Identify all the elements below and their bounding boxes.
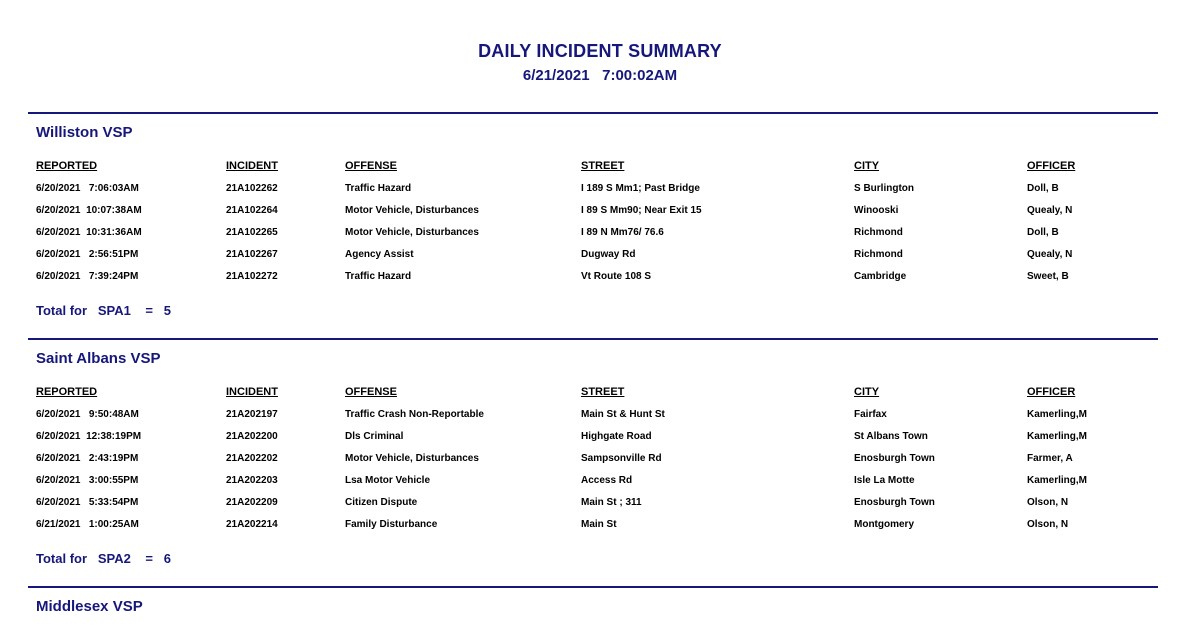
city-cell: S Burlington <box>854 183 914 194</box>
reported-time: 1:00:25AM <box>88 519 139 530</box>
incident-cell: 21A102262 <box>226 183 278 194</box>
reported-time: 3:00:55PM <box>88 475 139 486</box>
reported-time: 5:33:54PM <box>88 497 139 508</box>
officer-cell: Quealy, N <box>1027 249 1073 260</box>
officer-cell: Doll, B <box>1027 183 1059 194</box>
offense-cell: Lsa Motor Vehicle <box>345 475 431 486</box>
total-count: 6 <box>163 551 171 566</box>
table-row <box>28 519 1158 541</box>
city-cell: St Albans Town <box>854 431 928 442</box>
offense-cell: Traffic Hazard <box>345 183 412 194</box>
column-header-offense: OFFENSE <box>345 386 397 398</box>
city-cell: Enosburgh Town <box>854 497 935 508</box>
reported-cell <box>36 183 139 194</box>
officer-cell: Farmer, A <box>1027 453 1073 464</box>
table-row <box>28 205 1158 227</box>
officer-cell: Kamerling,M <box>1027 475 1088 486</box>
officer-cell: Olson, N <box>1027 497 1069 508</box>
reported-time: 10:07:38AM <box>86 205 142 216</box>
column-header-offense: OFFENSE <box>345 160 397 172</box>
street-cell: Main St ; 311 <box>581 497 642 508</box>
reported-cell <box>36 475 138 486</box>
street-cell: Highgate Road <box>581 431 652 442</box>
table-row <box>28 453 1158 475</box>
reported-time: 9:50:48AM <box>88 409 139 420</box>
incident-cell: 21A202209 <box>226 497 278 508</box>
total-equals: = <box>145 551 153 566</box>
section-divider <box>28 112 1158 114</box>
reported-date: 6/20/2021 <box>36 409 81 420</box>
city-cell: Enosburgh Town <box>854 453 935 464</box>
reported-time: 12:38:19PM <box>86 431 142 442</box>
reported-time: 7:39:24PM <box>88 271 139 282</box>
section-total <box>36 303 171 318</box>
officer-cell: Quealy, N <box>1027 205 1073 216</box>
table-row <box>28 249 1158 271</box>
reported-date: 6/20/2021 <box>36 227 81 238</box>
column-header-row <box>28 160 1158 182</box>
report-date: 6/21/2021 <box>522 67 590 84</box>
street-cell: Main St <box>581 519 617 530</box>
offense-cell: Agency Assist <box>345 249 414 260</box>
section-title: Saint Albans VSP <box>36 350 161 367</box>
total-count: 5 <box>163 303 171 318</box>
section-title: Williston VSP <box>36 124 133 141</box>
table-row <box>28 271 1158 293</box>
column-header-street: STREET <box>581 386 625 398</box>
city-cell: Cambridge <box>854 271 907 282</box>
street-cell: Vt Route 108 S <box>581 271 652 282</box>
incident-cell: 21A102267 <box>226 249 278 260</box>
incident-cell: 21A102264 <box>226 205 278 216</box>
offense-cell: Motor Vehicle, Disturbances <box>345 205 479 216</box>
reported-cell <box>36 519 139 530</box>
reported-date: 6/21/2021 <box>36 519 81 530</box>
offense-cell: Traffic Hazard <box>345 271 412 282</box>
section-title: Middlesex VSP <box>36 598 143 615</box>
reported-date: 6/20/2021 <box>36 431 81 442</box>
total-code: SPA2 <box>97 551 131 566</box>
city-cell: Montgomery <box>854 519 914 530</box>
section-divider <box>28 338 1158 340</box>
incident-cell: 21A202214 <box>226 519 278 530</box>
incident-cell: 21A202202 <box>226 453 278 464</box>
column-header-officer: OFFICER <box>1027 160 1076 172</box>
column-header-incident: INCIDENT <box>226 160 278 172</box>
city-cell: Richmond <box>854 227 903 238</box>
reported-cell <box>36 271 138 282</box>
reported-date: 6/20/2021 <box>36 475 81 486</box>
total-equals: = <box>145 303 153 318</box>
incident-cell: 21A202197 <box>226 409 278 420</box>
incident-cell: 21A102272 <box>226 271 278 282</box>
table-row <box>28 409 1158 431</box>
reported-date: 6/20/2021 <box>36 497 81 508</box>
reported-date: 6/20/2021 <box>36 249 81 260</box>
section-total <box>36 551 171 566</box>
section-saint-albans <box>28 338 1158 586</box>
officer-cell: Sweet, B <box>1027 271 1069 282</box>
column-header-city: CITY <box>854 386 880 398</box>
section-middlesex <box>28 586 1158 630</box>
officer-cell: Kamerling,M <box>1027 409 1088 420</box>
officer-cell: Kamerling,M <box>1027 431 1088 442</box>
reported-date: 6/20/2021 <box>36 183 81 194</box>
officer-cell: Doll, B <box>1027 227 1059 238</box>
officer-cell: Olson, N <box>1027 519 1069 530</box>
report-datetime <box>0 66 1200 86</box>
column-header-incident: INCIDENT <box>226 386 278 398</box>
offense-cell: Citizen Dispute <box>345 497 418 508</box>
column-header-street: STREET <box>581 160 625 172</box>
column-header-city: CITY <box>854 160 880 172</box>
offense-cell: Motor Vehicle, Disturbances <box>345 227 479 238</box>
street-cell: I 89 S Mm90; Near Exit 15 <box>581 205 702 216</box>
reported-time: 2:43:19PM <box>88 453 139 464</box>
table-row <box>28 183 1158 205</box>
offense-cell: Traffic Crash Non-Reportable <box>345 409 484 420</box>
reported-cell <box>36 227 142 238</box>
city-cell: Richmond <box>854 249 903 260</box>
incident-cell: 21A102265 <box>226 227 278 238</box>
city-cell: Winooski <box>854 205 899 216</box>
column-header-row <box>28 386 1158 408</box>
table-row <box>28 227 1158 249</box>
reported-time: 2:56:51PM <box>88 249 139 260</box>
city-cell: Fairfax <box>854 409 887 420</box>
city-cell: Isle La Motte <box>854 475 915 486</box>
column-header-reported: REPORTED <box>36 160 98 172</box>
reported-time: 7:06:03AM <box>88 183 139 194</box>
reported-date: 6/20/2021 <box>36 205 81 216</box>
incident-cell: 21A202200 <box>226 431 278 442</box>
offense-cell: Dls Criminal <box>345 431 404 442</box>
report-header <box>0 40 1200 86</box>
reported-date: 6/20/2021 <box>36 271 81 282</box>
street-cell: Dugway Rd <box>581 249 636 260</box>
table-row <box>28 431 1158 453</box>
offense-cell: Family Disturbance <box>345 519 438 530</box>
reported-cell <box>36 205 142 216</box>
column-header-officer: OFFICER <box>1027 386 1076 398</box>
incident-cell: 21A202203 <box>226 475 278 486</box>
total-code: SPA1 <box>97 303 131 318</box>
street-cell: I 189 S Mm1; Past Bridge <box>581 183 700 194</box>
street-cell: Sampsonville Rd <box>581 453 662 464</box>
reported-date: 6/20/2021 <box>36 453 81 464</box>
reported-cell <box>36 409 139 420</box>
table-row <box>28 475 1158 497</box>
report-time: 7:00:02AM <box>602 67 678 84</box>
street-cell: I 89 N Mm76/ 76.6 <box>581 227 664 238</box>
report-title: DAILY INCIDENT SUMMARY <box>478 41 722 61</box>
reported-cell <box>36 453 138 464</box>
offense-cell: Motor Vehicle, Disturbances <box>345 453 479 464</box>
street-cell: Main St & Hunt St <box>581 409 665 420</box>
table-row <box>28 497 1158 519</box>
street-cell: Access Rd <box>581 475 633 486</box>
reported-cell <box>36 497 138 508</box>
section-divider <box>28 586 1158 588</box>
total-label: Total for <box>36 551 88 566</box>
total-label: Total for <box>36 303 88 318</box>
section-williston <box>28 112 1158 338</box>
reported-cell <box>36 249 138 260</box>
column-header-reported: REPORTED <box>36 386 98 398</box>
reported-cell <box>36 431 141 442</box>
reported-time: 10:31:36AM <box>86 227 142 238</box>
